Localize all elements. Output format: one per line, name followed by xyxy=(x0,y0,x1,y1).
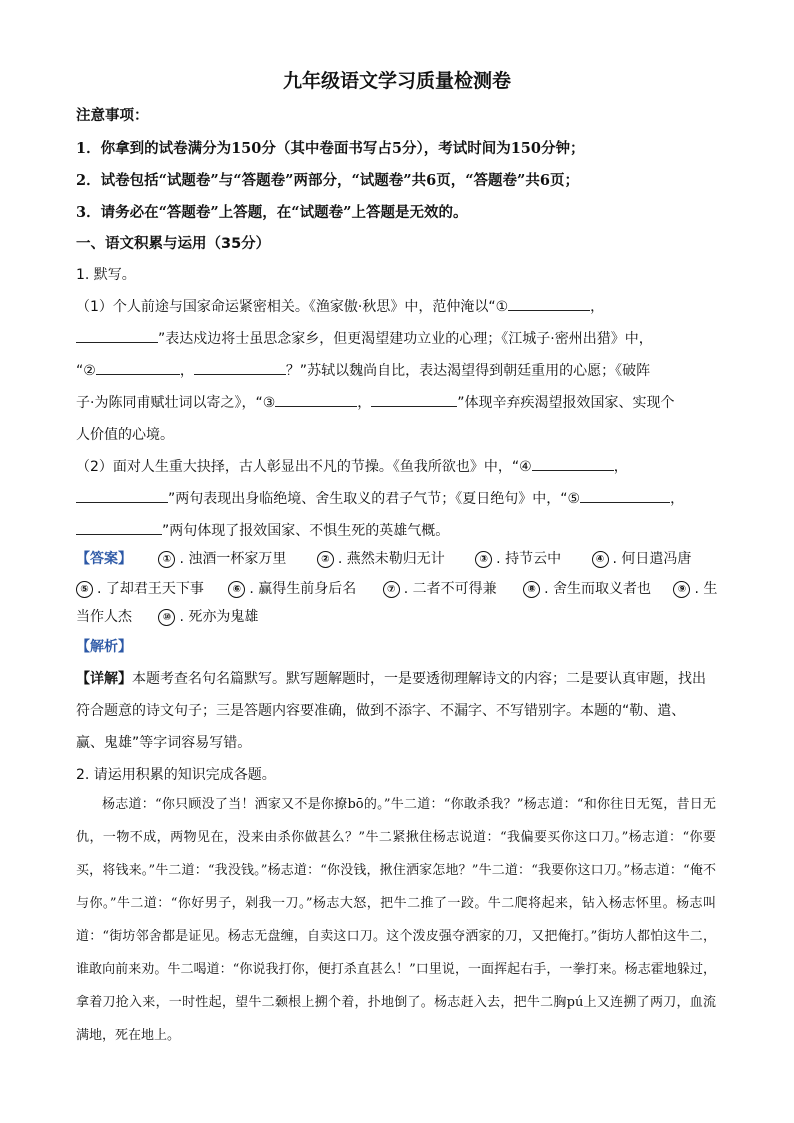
q1-part2-line2 xyxy=(76,488,684,508)
text: 本题考查名句名篇默写。默写题解题时，一是要透彻理解诗文的内容；二是要认真审题，找出 xyxy=(132,671,706,687)
number-badge: ⑥ xyxy=(228,581,245,598)
answer-item xyxy=(158,548,286,568)
question-1-stem: 1. 默写。 xyxy=(76,267,136,283)
analysis-line-1 xyxy=(76,668,706,688)
answer-text: . 死亦为鬼雄 xyxy=(179,609,259,625)
text: ？”苏轼以魏尚自比，表达渴望得到朝廷重用的心愿；《破阵 xyxy=(285,363,651,379)
answer-text: . 二者不可得兼 xyxy=(403,581,497,597)
section-heading: 一、语文积累与运用（35分） xyxy=(76,236,271,252)
answer-blank-2[interactable] xyxy=(76,328,158,343)
number-badge: ⑩ xyxy=(158,609,175,626)
notice-item-3: 3．请务必在“答题卷”上答题，在“试题卷”上答题是无效的。 xyxy=(76,204,468,221)
number-badge: ⑤ xyxy=(76,581,93,598)
answer-text: . 持节云中 xyxy=(496,551,562,567)
notice-item-1: 1．你拿到的试卷满分为150分（其中卷面书写占5分），考试时间为150分钟； xyxy=(76,140,585,157)
answer-row-3 xyxy=(76,606,258,626)
answer-text: . 燕然未勒归无计 xyxy=(337,551,445,567)
answer-row-2 xyxy=(76,578,717,598)
text: ， xyxy=(590,299,605,315)
question-2-stem: 2. 请运用积累的知识完成各题。 xyxy=(76,767,276,783)
answer-item xyxy=(76,606,132,626)
text: ， xyxy=(670,491,685,507)
answer-text: . 浊酒一杯家万里 xyxy=(179,551,287,567)
q1-part1-line3 xyxy=(76,360,650,380)
answer-blank-6[interactable] xyxy=(371,392,457,407)
q1-part1-line5: 人价值的心境。 xyxy=(76,427,174,443)
text: 子·为陈同甫赋壮词以寄之》，“③ xyxy=(76,395,276,411)
text: （1）个人前途与国家命运紧密相关。《渔家傲·秋思》中，范仲淹以“① xyxy=(76,299,509,315)
answer-row-1 xyxy=(76,548,691,568)
answer-label: 【答案】 xyxy=(76,551,132,567)
answer-text: . 舍生而取义者也 xyxy=(544,581,651,597)
answer-blank-1[interactable] xyxy=(508,296,590,311)
notice-item-2: 2．试卷包括“试题卷”与“答题卷”两部分，“试题卷”共6页，“答题卷”共6页； xyxy=(76,172,579,189)
text: （2）面对人生重大抉择，古人彰显出不凡的节操。《鱼我所欲也》中，“④ xyxy=(76,459,532,475)
text: ， xyxy=(613,459,628,475)
q1-part1-line1 xyxy=(76,296,604,316)
reading-passage xyxy=(76,788,716,1052)
number-badge: ① xyxy=(158,551,175,568)
answer-blank-5[interactable] xyxy=(275,392,357,407)
number-badge: ② xyxy=(317,551,334,568)
answer-item xyxy=(158,606,258,626)
analysis-line-3: 赢、鬼雄”等字词容易写错。 xyxy=(76,735,252,751)
answer-item xyxy=(76,578,204,598)
answer-text: . 生 xyxy=(694,581,718,597)
answer-blank-8[interactable] xyxy=(76,488,168,503)
detail-label: 【详解】 xyxy=(76,671,132,687)
notice-heading: 注意事项： xyxy=(76,107,149,124)
answer-blank-3[interactable] xyxy=(96,360,180,375)
analysis-line-2: 符合题意的诗文句子；三是答题内容要准确，做到不添字、不漏字、不写错别字。本题的“勒、遣、 xyxy=(76,703,686,719)
text: ， xyxy=(179,363,194,379)
text: ”两句表现出身临绝境、舍生取义的君子气节；《夏日绝句》中，“⑤ xyxy=(168,491,581,507)
answer-item xyxy=(673,578,717,598)
passage-text: 杨志道：“你只顾没了当！洒家又不是你撩bō的。”牛二道：“你敢杀我？”杨志道：“和你往日无冤，昔日无仇，一物不成，两物见在，没来由杀你做甚么？”牛二紧揪住杨志说道：“我偏要买你这口刀。”杨志道：“你要买，将钱来。”牛二道：“我没钱。”杨志道：“你没钱，揪住洒家怎地？”牛二道：“我要你这口刀。”杨志道：“俺不与你。”牛二道：“你好男子，剁我一刀。”杨志大怒，把牛二推了一跤。牛二爬将起来，钻入杨志怀里。杨志叫道：“街坊邻舍都是证见。杨志无盘缠，自卖这口刀。这个泼皮强夺洒家的刀，又把俺打。”街坊人都怕这牛二，谁敢向前来劝。牛二喝道：“你说我打你，便打杀直甚么！”口里说，一面挥起右手，一拳打来。杨志霍地躲过，拿着刀抢入来，一时性起，望牛二颡根上搠个着，扑地倒了。杨志赶入去，把牛二胸pú上又连搠了两刀，血流满地，死在地上。 xyxy=(76,797,716,1043)
answer-blank-4[interactable] xyxy=(194,360,286,375)
answer-text: . 赢得生前身后名 xyxy=(249,581,357,597)
answer-text: . 何日遣冯唐 xyxy=(612,551,692,567)
answer-blank-10[interactable] xyxy=(76,520,162,535)
answer-blank-7[interactable] xyxy=(532,456,614,471)
analysis-label-row xyxy=(76,636,132,656)
text: ， xyxy=(357,395,372,411)
q1-part2-line1 xyxy=(76,456,628,476)
text: ”两句体现了报效国家、不惧生死的英雄气概。 xyxy=(162,523,450,539)
answer-item xyxy=(523,578,651,598)
text: “② xyxy=(76,363,96,379)
q1-part1-line4 xyxy=(76,392,675,412)
answer-item xyxy=(475,548,561,568)
q1-part2-line3 xyxy=(76,520,449,540)
number-badge: ⑧ xyxy=(523,581,540,598)
number-badge: ⑨ xyxy=(673,581,690,598)
answer-item xyxy=(592,548,692,568)
number-badge: ⑦ xyxy=(383,581,400,598)
number-badge: ④ xyxy=(592,551,609,568)
page-title: 九年级语文学习质量检测卷 xyxy=(282,70,511,92)
answer-item xyxy=(228,578,356,598)
answer-text: . 了却君王天下事 xyxy=(97,581,204,597)
number-badge: ③ xyxy=(475,551,492,568)
text: ”表达戍边将士虽思念家乡，但更渴望建功立业的心理；《江城子·密州出猎》中， xyxy=(158,331,653,347)
analysis-label: 【解析】 xyxy=(76,639,132,655)
answer-item xyxy=(383,578,497,598)
answer-item xyxy=(317,548,445,568)
q1-part1-line2 xyxy=(76,328,653,348)
answer-blank-9[interactable] xyxy=(580,488,670,503)
answer-text: 当作人杰 xyxy=(76,609,132,625)
text: ”体现辛弃疾渴望报效国家、实现个 xyxy=(457,395,675,411)
